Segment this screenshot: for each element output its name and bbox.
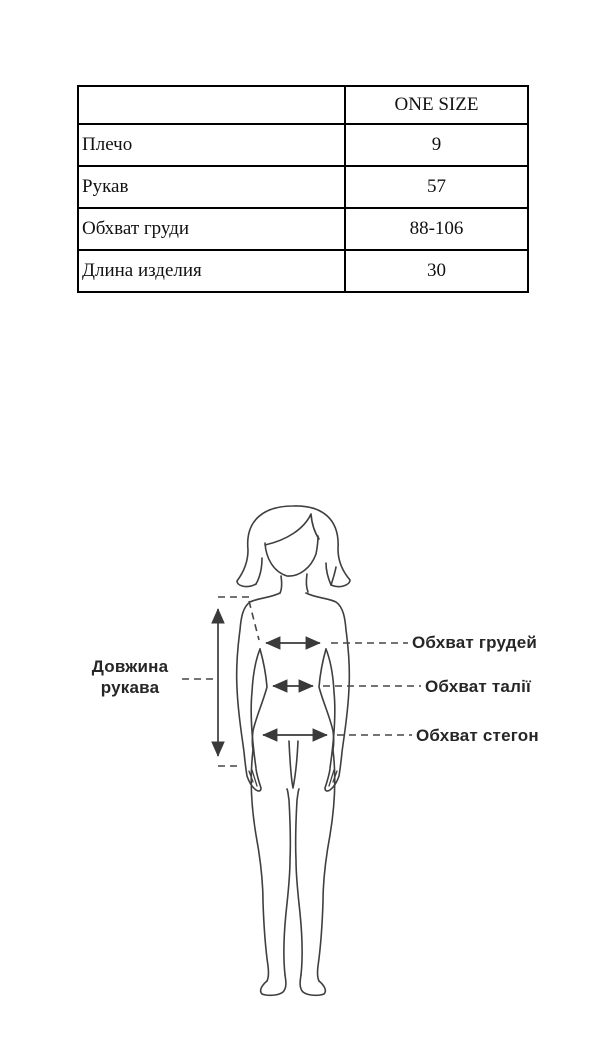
table-cell-value: 57 [345,166,528,208]
woman-outline [237,506,350,995]
table-cell-label: Обхват груди [78,208,345,250]
hips-label: Обхват стегон [416,726,539,745]
table-cell-value: 9 [345,124,528,166]
table-row [78,250,528,292]
woman-figure-illustration [0,480,600,1040]
table-row [78,166,528,208]
table-cell-value: 88-106 [345,208,528,250]
table-row [78,86,528,124]
measurement-diagram [0,480,600,1040]
table-row [78,208,528,250]
table-header-one-size: ONE SIZE [345,86,528,124]
size-table [77,85,529,293]
sleeve-length-label [85,656,175,698]
table-cell-label: Рукав [78,166,345,208]
table-row [78,124,528,166]
table-cell-value: 30 [345,250,528,292]
sleeve-length-label-line1: Довжина [91,657,169,676]
table-header-empty-cell [78,86,345,124]
waist-label: Обхват талії [425,677,531,696]
measurement-arrows [218,609,327,756]
table-cell-label: Плечо [78,124,345,166]
chest-label: Обхват грудей [412,633,538,652]
shoulder-diagonal-dash [249,601,259,640]
table-cell-label: Длина изделия [78,250,345,292]
sleeve-length-label-line2: рукава [100,678,160,697]
